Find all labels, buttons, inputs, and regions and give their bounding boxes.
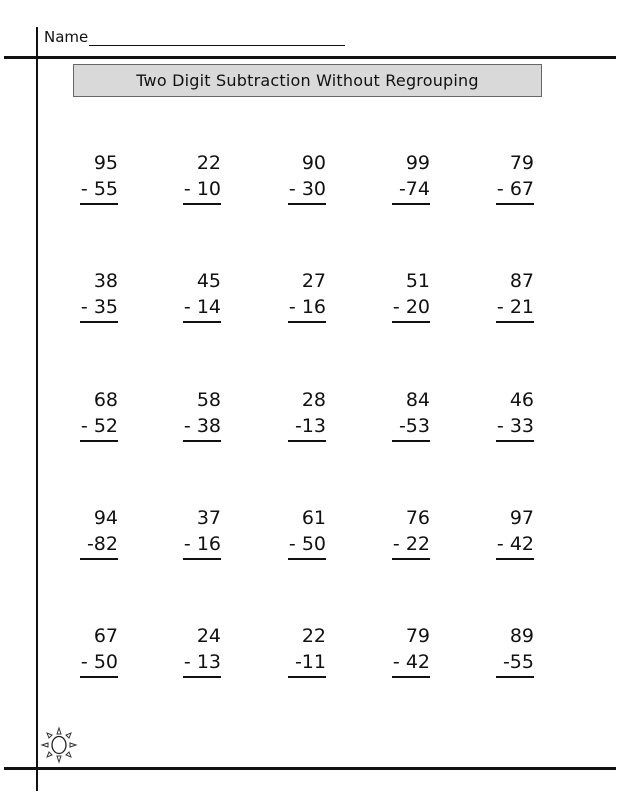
subtraction-problem: [58, 623, 118, 678]
subtrahend: - 50: [288, 531, 326, 560]
subtrahend: - 35: [80, 294, 118, 323]
footer-horizontal-rule: [4, 767, 616, 770]
minuend: 61: [301, 507, 326, 529]
minuend: 67: [93, 625, 118, 647]
margin-vertical-rule: [36, 27, 38, 791]
subtraction-problem: [370, 505, 430, 560]
minuend: 51: [405, 270, 430, 292]
minuend: 37: [196, 507, 221, 529]
subtrahend: - 33: [496, 413, 534, 442]
subtrahend: - 55: [80, 176, 118, 205]
subtraction-problem: [161, 387, 221, 442]
subtraction-problem: [474, 505, 534, 560]
subtrahend: - 30: [288, 176, 326, 205]
subtraction-problem: [161, 505, 221, 560]
subtraction-problem: [58, 505, 118, 560]
subtrahend: - 16: [183, 531, 221, 560]
minuend: 84: [405, 389, 430, 411]
subtraction-problem: [370, 150, 430, 205]
subtraction-problem: [58, 150, 118, 205]
minuend: 79: [405, 625, 430, 647]
minuend: 28: [301, 389, 326, 411]
minuend: 38: [93, 270, 118, 292]
subtrahend: - 13: [183, 649, 221, 678]
subtrahend: - 16: [288, 294, 326, 323]
subtraction-problem: [58, 268, 118, 323]
minuend: 90: [301, 152, 326, 174]
name-blank-line[interactable]: [89, 31, 345, 46]
minuend: 99: [405, 152, 430, 174]
subtraction-problem: [474, 387, 534, 442]
minuend: 89: [509, 625, 534, 647]
minuend: 76: [405, 507, 430, 529]
sun-icon: [40, 726, 78, 764]
subtraction-problem: [266, 268, 326, 323]
subtraction-problem: [266, 150, 326, 205]
minuend: 22: [301, 625, 326, 647]
name-label: Name: [44, 28, 89, 46]
subtrahend: - 38: [183, 413, 221, 442]
subtraction-problem: [474, 150, 534, 205]
subtrahend: - 50: [80, 649, 118, 678]
subtrahend: - 10: [183, 176, 221, 205]
subtrahend: -82: [80, 531, 118, 560]
minuend: 94: [93, 507, 118, 529]
subtrahend: -13: [288, 413, 326, 442]
subtrahend: - 21: [496, 294, 534, 323]
subtraction-problem: [474, 268, 534, 323]
subtraction-problem: [266, 505, 326, 560]
worksheet-title: Two Digit Subtraction Without Regrouping: [136, 71, 479, 90]
header-horizontal-rule: [4, 56, 616, 59]
subtraction-problem: [370, 268, 430, 323]
minuend: 45: [196, 270, 221, 292]
minuend: 87: [509, 270, 534, 292]
minuend: 22: [196, 152, 221, 174]
worksheet-title-box: [73, 64, 542, 97]
subtraction-problem: [266, 387, 326, 442]
minuend: 46: [509, 389, 534, 411]
name-field[interactable]: [44, 28, 345, 46]
subtrahend: - 67: [496, 176, 534, 205]
subtraction-problem: [58, 387, 118, 442]
minuend: 58: [196, 389, 221, 411]
minuend: 24: [196, 625, 221, 647]
subtraction-problem: [161, 268, 221, 323]
subtraction-problem: [474, 623, 534, 678]
subtrahend: - 22: [392, 531, 430, 560]
subtrahend: - 42: [496, 531, 534, 560]
subtrahend: -74: [392, 176, 430, 205]
minuend: 27: [301, 270, 326, 292]
minuend: 68: [93, 389, 118, 411]
minuend: 95: [93, 152, 118, 174]
subtraction-problem: [370, 387, 430, 442]
subtrahend: -53: [392, 413, 430, 442]
minuend: 79: [509, 152, 534, 174]
subtrahend: - 20: [392, 294, 430, 323]
subtrahend: - 14: [183, 294, 221, 323]
subtraction-problem: [161, 150, 221, 205]
subtraction-problem: [266, 623, 326, 678]
subtrahend: - 42: [392, 649, 430, 678]
subtrahend: -11: [288, 649, 326, 678]
subtraction-problem: [370, 623, 430, 678]
subtraction-problem: [161, 623, 221, 678]
subtrahend: -55: [496, 649, 534, 678]
minuend: 97: [509, 507, 534, 529]
subtrahend: - 52: [80, 413, 118, 442]
